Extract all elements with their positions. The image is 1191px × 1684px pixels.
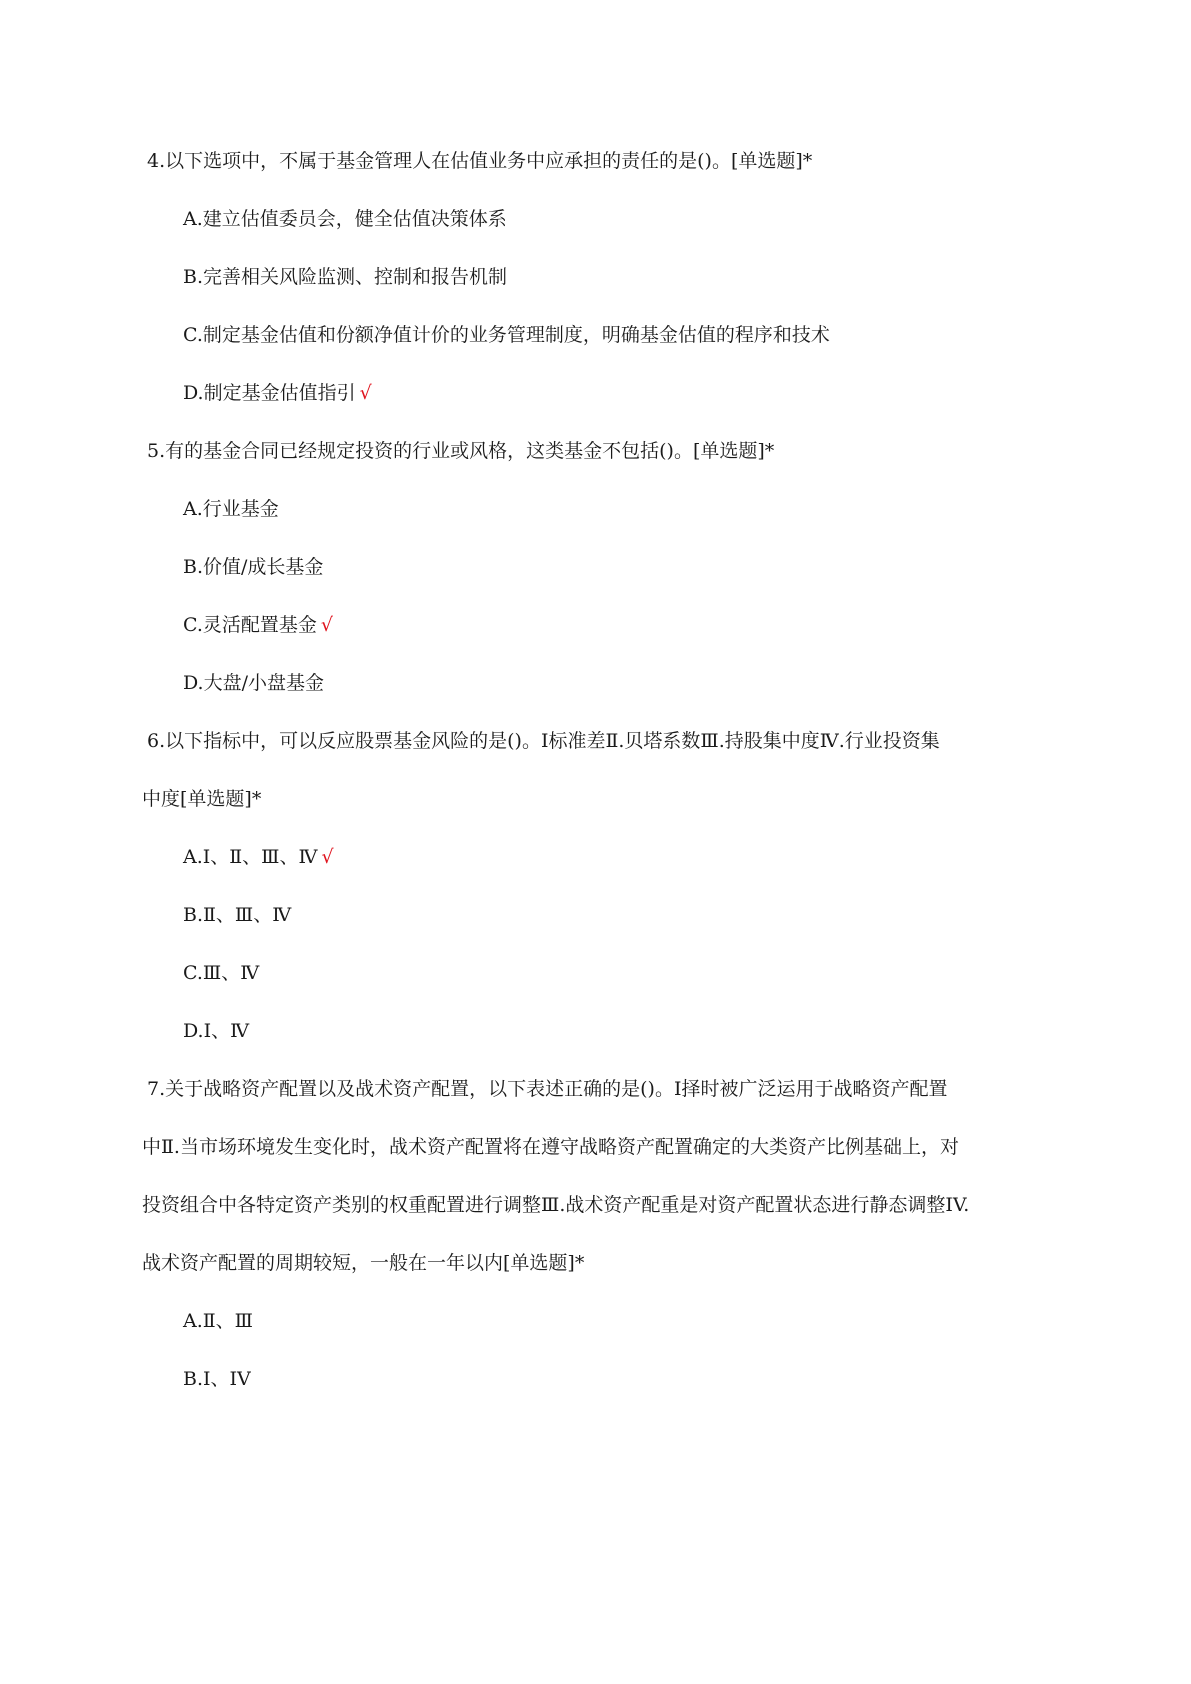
question-4-option-d [183,381,372,405]
question-7-option-b: B.I、IV [183,1368,251,1390]
question-7-stem-line-4: 战术资产配置的周期较短，一般在一年以内[单选题]* [142,1252,585,1274]
question-7-option-a: A.Ⅱ、Ⅲ [183,1310,253,1332]
option-text: A.I、Ⅱ、Ⅲ、Ⅳ [183,846,318,868]
correct-check-icon: √ [321,846,334,868]
option-text: D.制定基金估值指引 [183,382,356,404]
question-4-option-b: B.完善相关风险监测、控制和报告机制 [183,266,508,288]
question-7-stem-line-2: 中Ⅱ.当市场环境发生变化时，战术资产配置将在遵守战略资产配置确定的大类资产比例基础上，对 [142,1136,959,1158]
question-6-stem-line-1: 6.以下指标中，可以反应股票基金风险的是()。I标准差Ⅱ.贝塔系数Ⅲ.持股集中度Ⅳ.行业投资集 [147,730,940,752]
question-6-option-c: C.Ⅲ、Ⅳ [183,962,260,984]
question-4-option-a: A.建立估值委员会，健全估值决策体系 [183,208,507,230]
question-7-stem-line-1: 7.关于战略资产配置以及战术资产配置，以下表述正确的是()。I择时被广泛运用于战略资产配置 [147,1078,948,1100]
question-5-stem: 5.有的基金合同已经规定投资的行业或风格，这类基金不包括()。[单选题]* [147,440,775,462]
question-6-option-d: D.I、Ⅳ [183,1020,250,1042]
question-6-option-a [183,845,334,869]
question-4-option-c: C.制定基金估值和份额净值计价的业务管理制度，明确基金估值的程序和技术 [183,324,830,346]
question-4-stem: 4.以下选项中，不属于基金管理人在估值业务中应承担的责任的是()。[单选题]* [147,150,813,172]
question-5-option-d: D.大盘/小盘基金 [183,672,324,694]
option-text: C.灵活配置基金 [183,614,317,636]
question-5-option-c [183,613,333,637]
question-5-option-b: B.价值/成长基金 [183,556,324,578]
correct-check-icon: √ [359,382,372,404]
correct-check-icon: √ [320,614,334,636]
question-6-stem-line-2: 中度[单选题]* [142,788,262,810]
question-5-option-a: A.行业基金 [183,498,279,520]
question-6-option-b: B.Ⅱ、Ⅲ、Ⅳ [183,904,292,926]
question-7-stem-line-3: 投资组合中各特定资产类别的权重配置进行调整Ⅲ.战术资产配重是对资产配置状态进行静态调整IV. [142,1194,970,1216]
